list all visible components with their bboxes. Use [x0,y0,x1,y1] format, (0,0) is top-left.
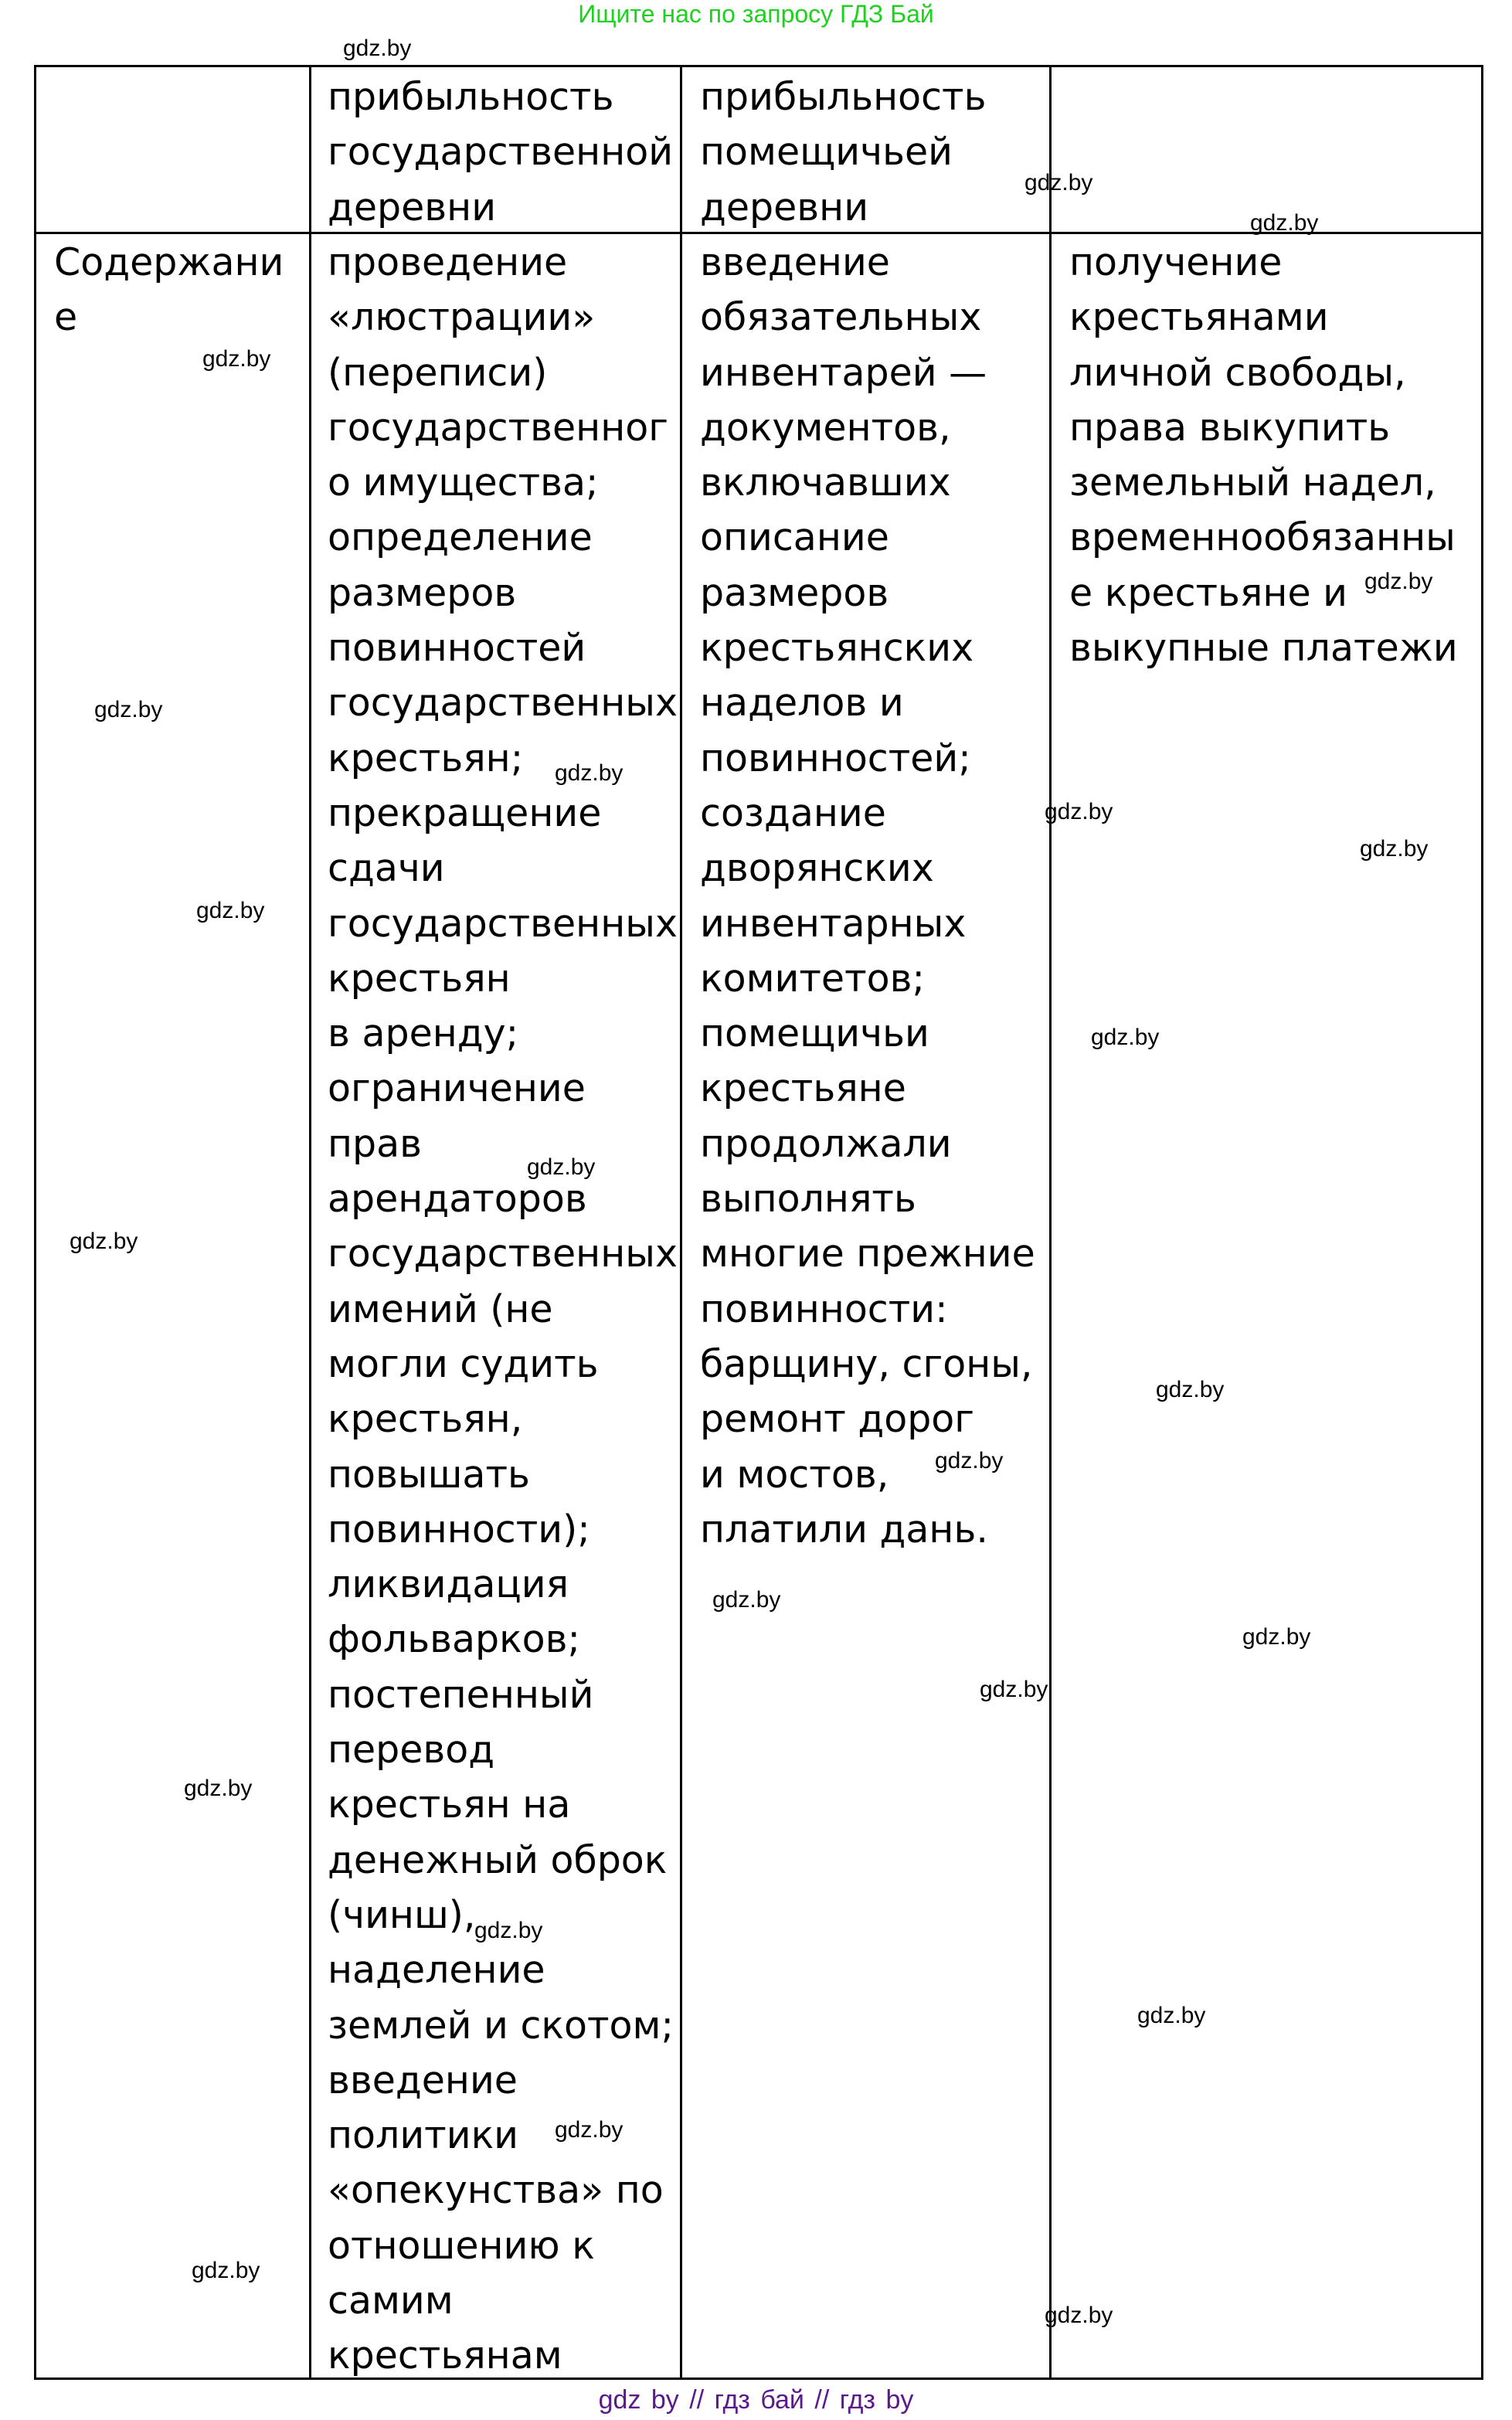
watermark: gdz.by [527,1154,596,1180]
column-divider [1049,65,1052,2380]
watermark: gdz.by [1045,2303,1113,2328]
watermark: gdz.by [1091,1025,1160,1050]
row-label-content: Содержани е [54,240,284,340]
watermark: gdz.by [555,2117,623,2143]
watermark: gdz.by [1364,569,1433,594]
cell-landlord-village-content: введение обязательных инвентарей — документов, включавших описание размеров крестьянских наделов и повинностей; создание дворянских инвентарных комитетов; помещичьи крестьяне продолжали выполнять многие прежние повинности: барщину, сгоны, ремонт дорог и мостов, платили дань. [700,240,1035,1552]
watermark: gdz.by [1360,836,1429,862]
column-divider [309,65,311,2380]
footer-banner: gdz by // гдз бай // гдз by [598,2385,914,2415]
watermark: gdz.by [192,2258,260,2283]
search-banner: Ищите нас по запросу ГДЗ Бай [578,0,934,28]
cell-state-village-content: проведение «люстрации» (переписи) государственног о имущества; определение размеров повинностей государственных крестьян; прекращение сдачи государственных крестьян в аренду; ограничение прав арендаторов государственных имений (не могли судить крестьян, повышать повинности); ликвидация фольварков; постепенный перевод крестьян на денежный оброк (чинш), наделение землей и скотом; введение политики «опекунства» по отношению к самим крестьянам [328,240,678,2378]
watermark: gdz.by [935,1448,1004,1473]
watermark: gdz.by [1242,1624,1311,1650]
watermark: gdz.by [184,1776,253,1801]
watermark: gdz.by [980,1677,1048,1702]
watermark: gdz.by [1250,210,1319,236]
watermark: gdz.by [555,760,623,786]
watermark: gdz.by [202,346,271,372]
header-state-village: прибыльность государственной деревни [328,75,674,229]
watermark: gdz.by [70,1229,138,1254]
header-landlord-village: прибыльность помещичьей деревни [700,75,987,229]
watermark: gdz.by [1045,799,1113,824]
watermark: gdz.by [343,36,412,61]
cell-reform-1861-content: получение крестьянами личной свободы, права выкупить земельный надел, временнообязанны е крестьяне и выкупные платежи [1069,240,1458,671]
column-divider [680,65,682,2380]
watermark: gdz.by [474,1918,543,1943]
watermark: gdz.by [1156,1377,1225,1402]
watermark: gdz.by [196,898,265,923]
watermark: gdz.by [1137,2003,1206,2028]
watermark: gdz.by [94,697,163,722]
watermark: gdz.by [1024,170,1093,195]
watermark: gdz.by [712,1587,781,1613]
